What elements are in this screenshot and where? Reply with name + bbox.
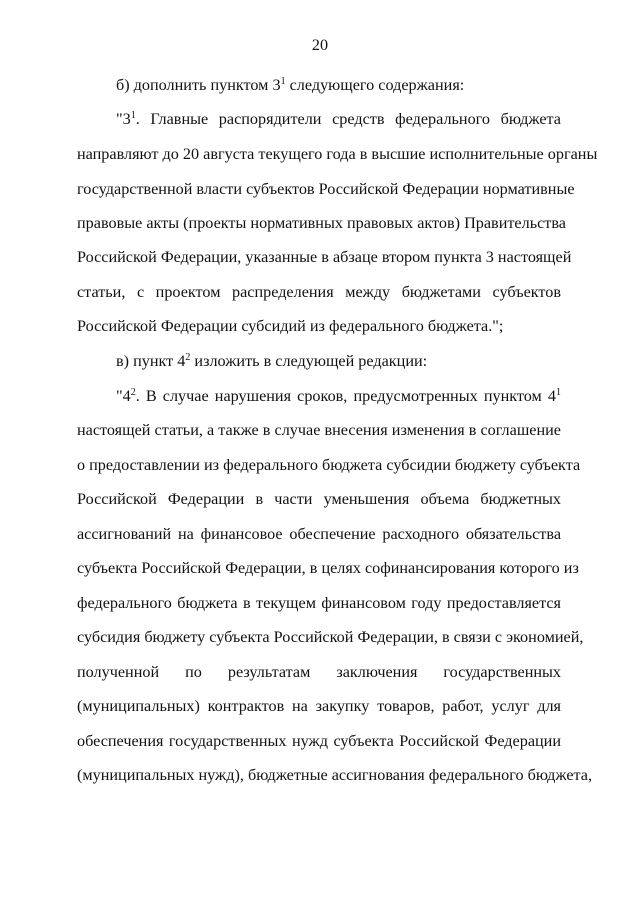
page-number: 20 (311, 36, 329, 54)
item-4-2-line: (муниципальных нужд), бюджетные ассигнования федерального бюджета, (77, 766, 593, 784)
paragraph-v-text-end: изложить в следующей редакции: (190, 352, 428, 370)
item-4-2-prefix: "4 (116, 387, 131, 405)
item-3-1-line: направляют до 20 августа текущего года в высшие исполнительные органы (77, 145, 598, 163)
superscript: 2 (185, 352, 191, 363)
item-3-1-line: государственной власти субъектов Российской Федерации нормативные (77, 180, 575, 198)
item-3-1-first-line-text: . Главные распорядители средств федерального бюджета (135, 110, 561, 128)
paragraph-b (116, 75, 561, 95)
superscript: 1 (556, 387, 561, 398)
item-4-2-line: Российской Федерации в части уменьшения объема бюджетных (77, 490, 561, 508)
item-4-2-line: обеспечения государственных нужд субъекта Российской Федерации (77, 732, 561, 750)
item-4-2-line: (муниципальных) контрактов на закупку товаров, работ, услуг для (77, 697, 561, 715)
paragraph-v-text: в) пункт 4 (116, 352, 186, 370)
item-4-2-line: федерального бюджета в текущем финансовом году предоставляется (77, 594, 561, 612)
item-4-2-line: настоящей статьи, а также в случае внесения изменения в соглашение (77, 421, 561, 439)
paragraph-b-text: б) дополнить пунктом 3 (116, 76, 281, 94)
item-4-2-line: полученной по результатам заключения государственных (77, 663, 561, 681)
superscript: 2 (130, 387, 136, 398)
paragraph-v (116, 351, 561, 371)
item-4-2-line: субсидия бюджету субъекта Российской Федерации, в связи с экономией, (77, 628, 584, 646)
item-4-2-line: ассигнований на финансовое обеспечение расходного обязательства (77, 525, 561, 543)
paragraph-b-text-end: следующего содержания: (285, 76, 465, 94)
superscript: 1 (280, 76, 286, 87)
item-4-2-first-line (116, 386, 561, 406)
item-3-1-first-line (116, 109, 561, 129)
item-3-1-line: Российской Федерации, указанные в абзаце втором пункта 3 настоящей (77, 248, 572, 266)
item-4-2-first-line-text: . В случае нарушения сроков, предусмотренных пунктом 4 (135, 387, 556, 405)
item-3-1-line: Российской Федерации субсидий из федерального бюджета."; (77, 317, 504, 335)
superscript: 1 (130, 110, 136, 121)
item-3-1-line: статьи, с проектом распределения между бюджетами субъектов (77, 283, 561, 301)
item-3-1-line: правовые акты (проекты нормативных правовых актов) Правительства (77, 214, 566, 232)
item-4-2-line: о предоставлении из федерального бюджета субсидии бюджету субъекта (77, 456, 581, 474)
item-3-1-prefix: "3 (116, 110, 131, 128)
item-4-2-line: субъекта Российской Федерации, в целях софинансирования которого из (77, 559, 579, 577)
